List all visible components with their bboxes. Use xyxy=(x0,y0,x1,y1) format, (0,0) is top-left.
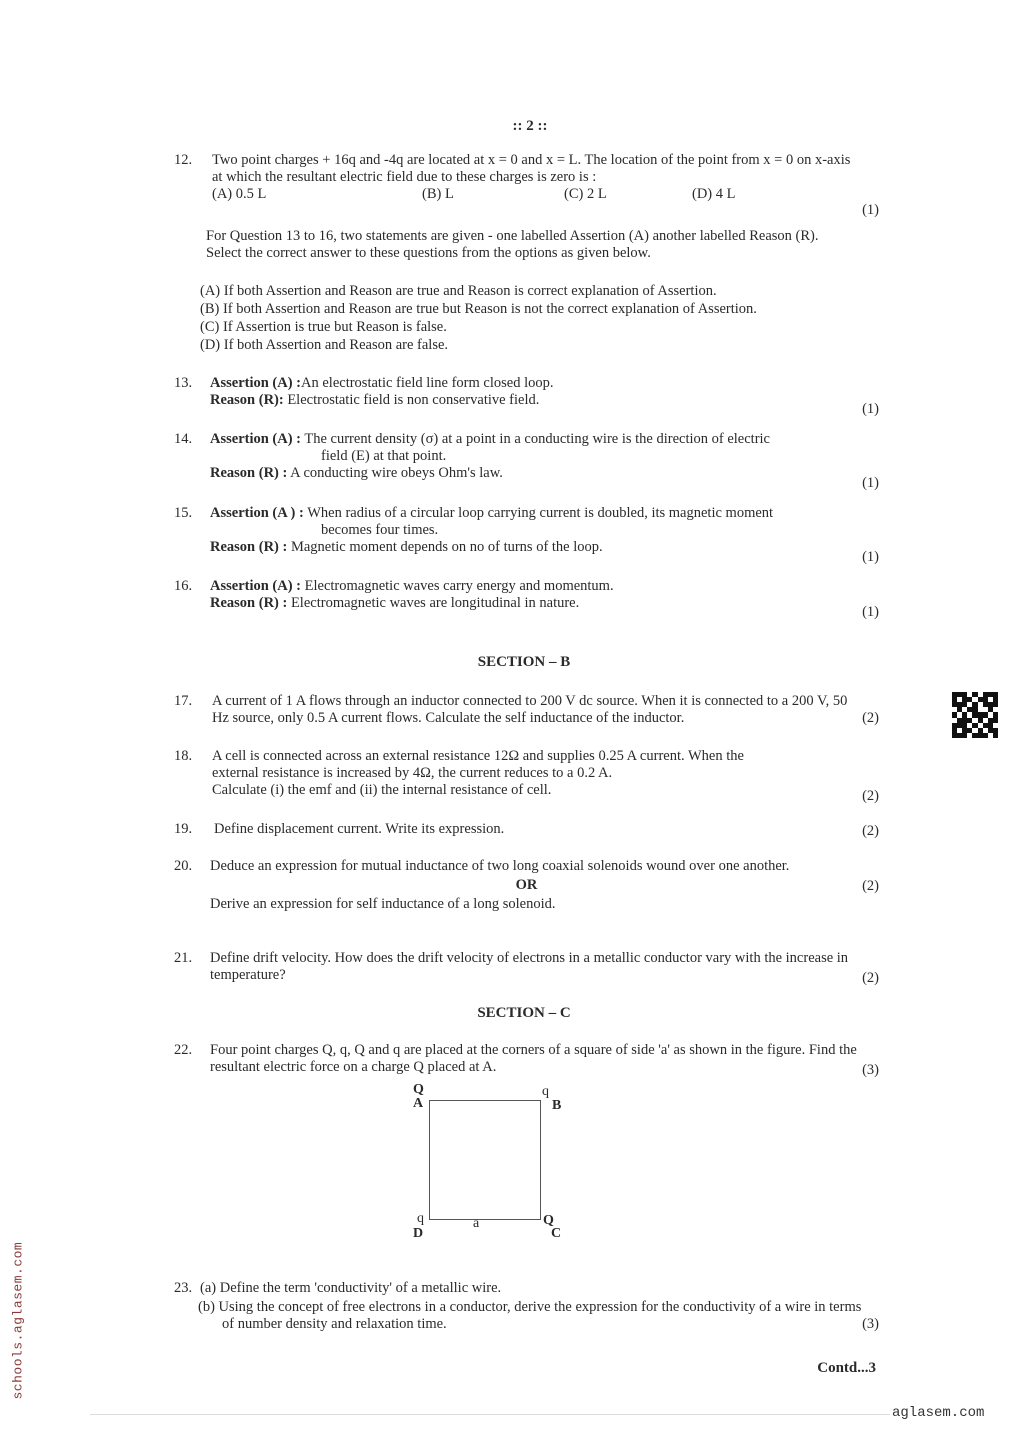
assertion-text: When radius of a circular loop carrying current is doubled, its magnetic moment xyxy=(303,505,774,521)
question-22 xyxy=(174,1042,879,1076)
question-number: 21. xyxy=(174,950,193,966)
question-number: 17. xyxy=(174,693,193,709)
marks: (1) xyxy=(862,202,879,218)
question-17 xyxy=(174,693,879,727)
continued-label: Contd...3 xyxy=(817,1360,876,1376)
assertion-text-cont: becomes four times. xyxy=(321,522,439,538)
marks: (1) xyxy=(862,401,879,417)
option-c: (C) 2 L xyxy=(564,186,607,202)
question-15 xyxy=(174,505,879,565)
marks: (2) xyxy=(862,710,879,726)
assertion-reason-options xyxy=(200,282,860,354)
section-c-heading: SECTION – C xyxy=(477,1005,571,1021)
question-number: 13. xyxy=(174,375,193,391)
part-a: (a) Define the term 'conductivity' of a metallic wire. xyxy=(200,1280,502,1296)
question-number: 18. xyxy=(174,748,193,764)
assertion-text: Electromagnetic waves carry energy and momentum. xyxy=(301,578,614,594)
reason-text: Magnetic moment depends on no of turns of the loop. xyxy=(287,539,603,555)
question-14 xyxy=(174,431,879,491)
option-a: (A) 0.5 L xyxy=(212,186,267,202)
page-number: :: 2 :: xyxy=(512,118,548,134)
charge-d-label: q xyxy=(417,1211,424,1226)
question-number: 23. xyxy=(174,1280,193,1296)
question-16 xyxy=(174,578,879,620)
question-text: A current of 1 A flows through an inductor connected to 200 V dc source. When it is connected to a 200 V, 50 Hz source, only 0.5 A current flows. Calculate the self inductance of the inductor. xyxy=(212,693,848,726)
question-text: Define drift velocity. How does the drift velocity of electrons in a metallic conductor vary with the increase in temperature? xyxy=(210,950,849,983)
reason-text: A conducting wire obeys Ohm's law. xyxy=(287,465,503,481)
question-12 xyxy=(174,152,879,218)
footer-watermark: aglasem.com xyxy=(892,1405,985,1421)
question-20 xyxy=(174,858,879,913)
assertion-text: An electrostatic field line form closed loop. xyxy=(301,375,554,391)
marks: (1) xyxy=(862,549,879,565)
marks: (2) xyxy=(862,823,879,839)
question-21 xyxy=(174,950,879,984)
option-d: (D) 4 L xyxy=(692,186,736,202)
question-number: 15. xyxy=(174,505,193,521)
assertion-reason-instructions: For Question 13 to 16, two statements are given - one labelled Assertion (A) another labelled Reason (R). Select the correct answer to these questions from the options as given below. xyxy=(206,228,819,261)
assertion-text: The current density (σ) at a point in a conducting wire is the direction of electric xyxy=(301,431,770,447)
ar-option-b: (B) If both Assertion and Reason are true but Reason is not the correct explanation of Assertion. xyxy=(200,301,757,317)
assertion-text-cont: field (E) at that point. xyxy=(321,448,447,464)
assertion-label: Assertion (A) : xyxy=(210,578,302,594)
question-number: 22. xyxy=(174,1042,193,1058)
question-number: 19. xyxy=(174,821,193,837)
question-text: Deduce an expression for mutual inductance of two long coaxial solenoids wound over one another. xyxy=(210,858,790,874)
marks: (2) xyxy=(862,970,879,986)
question-text-line2: external resistance is increased by 4Ω, the current reduces to a 0.2 A. xyxy=(212,765,613,781)
square-charges-figure xyxy=(395,1080,585,1250)
marks: (1) xyxy=(862,475,879,491)
question-text: Define displacement current. Write its expression. xyxy=(214,821,505,837)
question-text-line1: A cell is connected across an external resistance 12Ω and supplies 0.25 A current. When the xyxy=(212,748,744,764)
question-13 xyxy=(174,375,879,417)
charge-a-label: Q xyxy=(413,1082,424,1097)
reason-label: Reason (R) : xyxy=(210,595,288,611)
corner-d-label: D xyxy=(413,1226,424,1241)
question-number: 12. xyxy=(174,152,193,168)
alternative-question: Derive an expression for self inductance of a long solenoid. xyxy=(210,896,556,912)
question-text-line3: Calculate (i) the emf and (ii) the internal resistance of cell. xyxy=(212,782,552,798)
footer-divider xyxy=(90,1414,890,1415)
question-23 xyxy=(174,1280,879,1333)
corner-c-label: C xyxy=(551,1226,562,1241)
qr-code xyxy=(952,692,998,738)
question-number: 20. xyxy=(174,858,193,874)
ar-option-c: (C) If Assertion is true but Reason is false. xyxy=(200,319,447,335)
marks: (1) xyxy=(862,604,879,620)
reason-text: Electrostatic field is non conservative field. xyxy=(283,392,540,408)
option-b: (B) L xyxy=(422,186,454,202)
corner-a-label: A xyxy=(413,1096,424,1111)
marks: (2) xyxy=(862,788,879,804)
ar-option-a: (A) If both Assertion and Reason are true and Reason is correct explanation of Assertion. xyxy=(200,283,717,299)
side-watermark: schools.aglasem.com xyxy=(10,1241,26,1400)
question-number: 16. xyxy=(174,578,193,594)
reason-text: Electromagnetic waves are longitudinal in nature. xyxy=(287,595,580,611)
question-text: Four point charges Q, q, Q and q are placed at the corners of a square of side 'a' as shown in the figure. Find the resultant electric force on a charge Q placed at A. xyxy=(210,1042,857,1075)
ar-option-d: (D) If both Assertion and Reason are false. xyxy=(200,337,449,353)
question-19 xyxy=(174,821,879,838)
reason-label: Reason (R) : xyxy=(210,539,288,555)
charge-c-label: Q xyxy=(543,1213,554,1228)
corner-b-label: B xyxy=(552,1098,562,1113)
side-label: a xyxy=(473,1216,480,1231)
question-text: Two point charges + 16q and -4q are located at x = 0 and x = L. The location of the point from x = 0 on x-axis at which the resultant electric field due to these charges is zero is : xyxy=(212,152,851,185)
question-number: 14. xyxy=(174,431,193,447)
reason-label: Reason (R) : xyxy=(210,465,288,481)
square-outline xyxy=(429,1100,541,1220)
assertion-label: Assertion (A) : xyxy=(210,431,302,447)
option-list xyxy=(212,186,879,204)
charge-b-label: q xyxy=(542,1084,549,1099)
section-b-heading: SECTION – B xyxy=(477,654,571,670)
assertion-label: Assertion (A ) : xyxy=(210,505,304,521)
or-separator: OR xyxy=(515,877,538,893)
assertion-label: Assertion (A) : xyxy=(210,375,302,391)
question-18 xyxy=(174,748,879,804)
reason-label: Reason (R): xyxy=(210,392,284,408)
marks: (3) xyxy=(862,1316,879,1332)
part-b: (b) Using the concept of free electrons in a conductor, derive the expression for the conductivity of a wire in terms of number density and relaxation time. xyxy=(198,1299,862,1332)
marks: (2) xyxy=(862,878,879,894)
marks: (3) xyxy=(862,1062,879,1078)
